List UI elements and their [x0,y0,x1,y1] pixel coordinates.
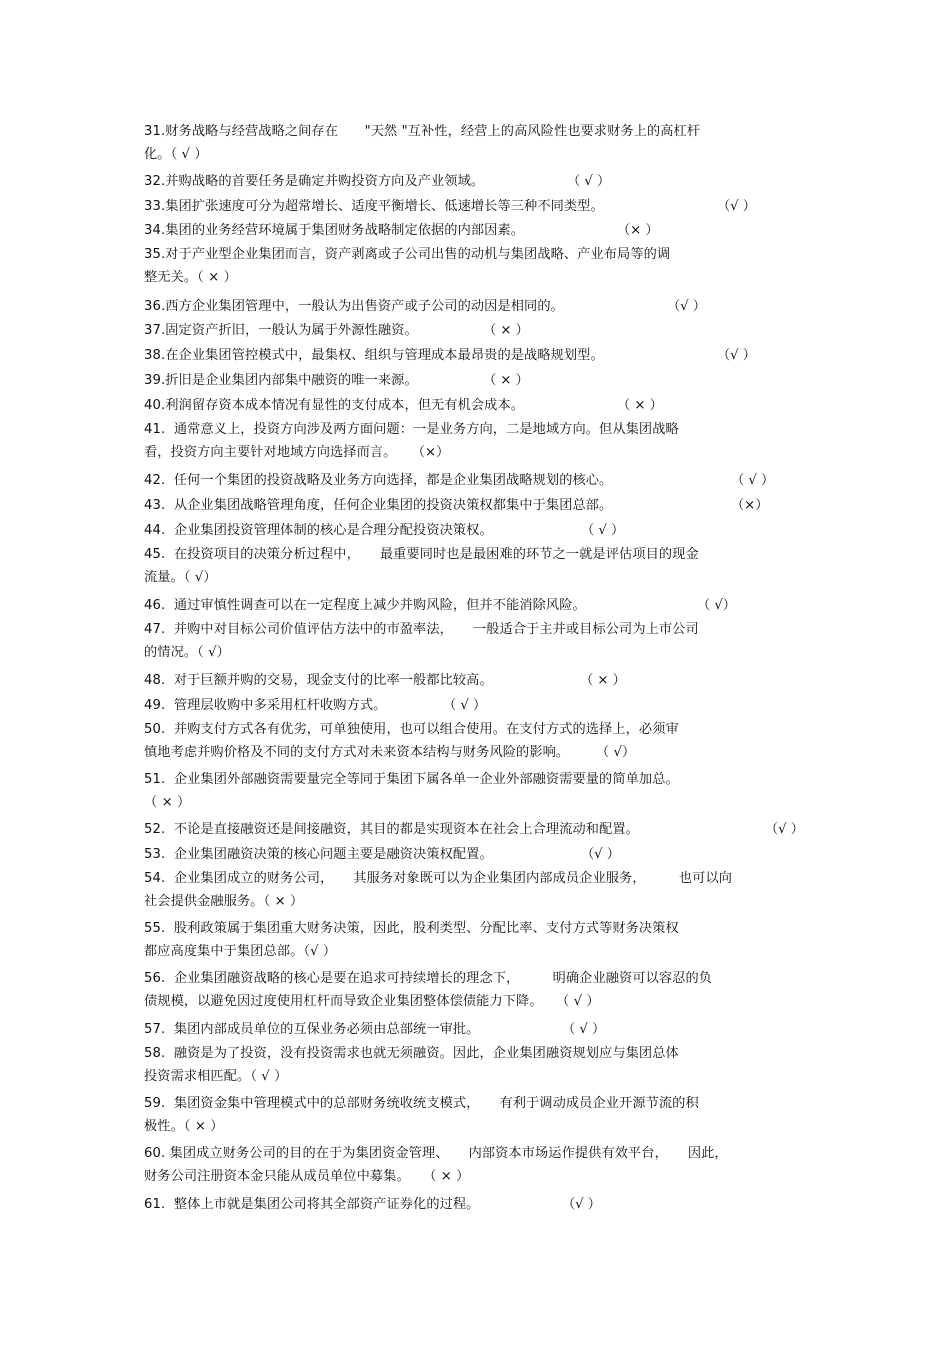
question-34-line-1: 34.集团的业务经营环境属于集团财务战略制定依据的内部因素。 [144,223,525,238]
question-34-answer: （× ） [617,223,659,238]
question-38-line-1: 38.在企业集团管控模式中，最集权、组织与管理成本最昂贵的是战略规划型。 [144,348,604,363]
question-31-line-1: 31.财务战略与经营战略之间存在 "天然 "互补性，经营上的高风险性也要求财务上的高杠杆 [144,124,701,139]
question-57-line-1: 57. 集团内部成员单位的互保业务必须由总部统一审批。 [144,1022,480,1037]
question-46-line-1: 46. 通过审慎性调查可以在一定程度上减少并购风险，但并不能消除风险。 [144,598,586,613]
question-41-line-2: 看，投资方向主要针对地域方向选择而言。 （×） [144,445,450,460]
question-49-line-1: 49. 管理层收购中多采用杠杆收购方式。 [144,698,387,713]
question-51-line-2: （ × ） [144,795,191,810]
question-53-line-1: 53. 企业集团融资决策的核心问题主要是融资决策权配置。 [144,847,493,862]
question-58-line-1: 58. 融资是为了投资，没有投资需求也就无须融资。因此，企业集团融资规划应与集团总体 [144,1046,679,1061]
question-33-line-1: 33.集团扩张速度可分为超常增长、适度平衡增长、低速增长等三种不同类型。 [144,199,604,214]
question-46-answer: （ √） [697,598,736,613]
question-42-line-1: 42. 任何一个集团的投资战略及业务方向选择，都是企业集团战略规划的核心。 [144,473,613,488]
question-48-line-1: 48. 对于巨额并购的交易，现金支付的比率一般都比较高。 [144,673,493,688]
question-60-line-2: 财务公司注册资本金只能从成员单位中募集。 （ × ） [144,1169,470,1184]
question-44-answer: （ √ ） [581,523,625,538]
question-54-line-1: 54. 企业集团成立的财务公司， 其服务对象既可以为企业集团内部成员企业服务， 也可以向 [144,871,733,886]
question-43-answer: （×） [731,498,769,513]
question-35-line-2: 整无关。（ × ） [144,270,237,285]
question-31-line-2: 化。（ √ ） [144,147,208,162]
question-39-line-1: 39.折旧是企业集团内部集中融资的唯一来源。 [144,373,418,388]
question-44-line-1: 44. 企业集团投资管理体制的核心是合理分配投资决策权。 [144,523,493,538]
question-57-answer: （ √ ） [562,1022,606,1037]
question-55-line-2: 都应高度集中于集团总部。（√ ） [144,944,337,959]
question-45-line-2: 流量。（ √） [144,570,217,585]
question-53-answer: （√ ） [581,847,620,862]
question-60-line-1: 60. 集团成立财务公司的目的在于为集团资金管理、 内部资本市场运作提供有效平台， 因此， [144,1146,728,1161]
question-36-answer: （√ ） [667,299,706,314]
question-54-line-2: 社会提供金融服务。（ × ） [144,894,304,909]
question-47-line-1: 47. 并购中对目标公司价值评估方法中的市盈率法， 一般适合于主并或目标公司为上市公司 [144,622,699,637]
question-33-answer: （√ ） [717,199,756,214]
question-50-line-2: 慎地考虑并购价格及不同的支付方式对未来资本结构与财务风险的影响。 （ √） [144,745,636,760]
question-61-answer: （√ ） [562,1197,601,1212]
question-39-answer: （ × ） [483,373,529,388]
question-32-answer: （ √ ） [567,174,611,189]
question-58-line-2: 投资需求相匹配。（ √ ） [144,1069,288,1084]
question-36-line-1: 36.西方企业集团管理中，一般认为出售资产或子公司的动因是相同的。 [144,299,564,314]
question-35-line-1: 35.对于产业型企业集团而言，资产剥离或子公司出售的动机与集团战略、产业布局等的调 [144,247,671,262]
question-41-line-1: 41. 通常意义上，投资方向涉及两方面问题：一是业务方向，二是地域方向。但从集团战略 [144,422,679,437]
question-56-line-1: 56. 企业集团融资战略的核心是要在追求可持续增长的理念下， 明确企业融资可以容忍的负 [144,971,713,986]
question-61-line-1: 61. 整体上市就是集团公司将其全部资产证券化的过程。 [144,1197,480,1212]
question-59-line-2: 极性。（ × ） [144,1119,224,1134]
question-40-answer: （ × ） [617,398,663,413]
question-37-answer: （ × ） [483,323,529,338]
question-52-line-1: 52. 不论是直接融资还是间接融资，其目的都是实现资本在社会上合理流动和配置。 [144,822,639,837]
question-55-line-1: 55. 股利政策属于集团重大财务决策，因此，股利类型、分配比率、支付方式等财务决策权 [144,921,679,936]
question-52-answer: （√ ） [765,822,804,837]
question-42-answer: （ √ ） [731,473,775,488]
question-43-line-1: 43. 从企业集团战略管理角度，任何企业集团的投资决策权都集中于集团总部。 [144,498,613,513]
question-56-line-2: 债规模，以避免因过度使用杠杆而导致企业集团整体偿债能力下降。 （ √ ） [144,994,600,1009]
question-49-answer: （ √ ） [443,698,487,713]
question-38-answer: （√ ） [717,348,756,363]
question-59-line-1: 59. 集团资金集中管理模式中的总部财务统收统支模式， 有利于调动成员企业开源节流的积 [144,1096,699,1111]
question-40-line-1: 40.利润留存资本成本情况有显性的支付成本，但无有机会成本。 [144,398,525,413]
question-51-line-1: 51. 企业集团外部融资需要量完全等同于集团下属各单一企业外部融资需要量的简单加总。 [144,772,679,787]
question-37-line-1: 37.固定资产折旧，一般认为属于外源性融资。 [144,323,418,338]
question-32-line-1: 32.并购战略的首要任务是确定并购投资方向及产业领域。 [144,174,485,189]
question-47-line-2: 的情况。（ √） [144,645,230,660]
question-50-line-1: 50. 并购支付方式各有优劣，可单独使用，也可以组合使用。在支付方式的选择上，必须审 [144,722,679,737]
question-48-answer: （ × ） [580,673,626,688]
question-45-line-1: 45. 在投资项目的决策分析过程中， 最重要同时也是最困难的环节之一就是评估项目的现金 [144,547,699,562]
